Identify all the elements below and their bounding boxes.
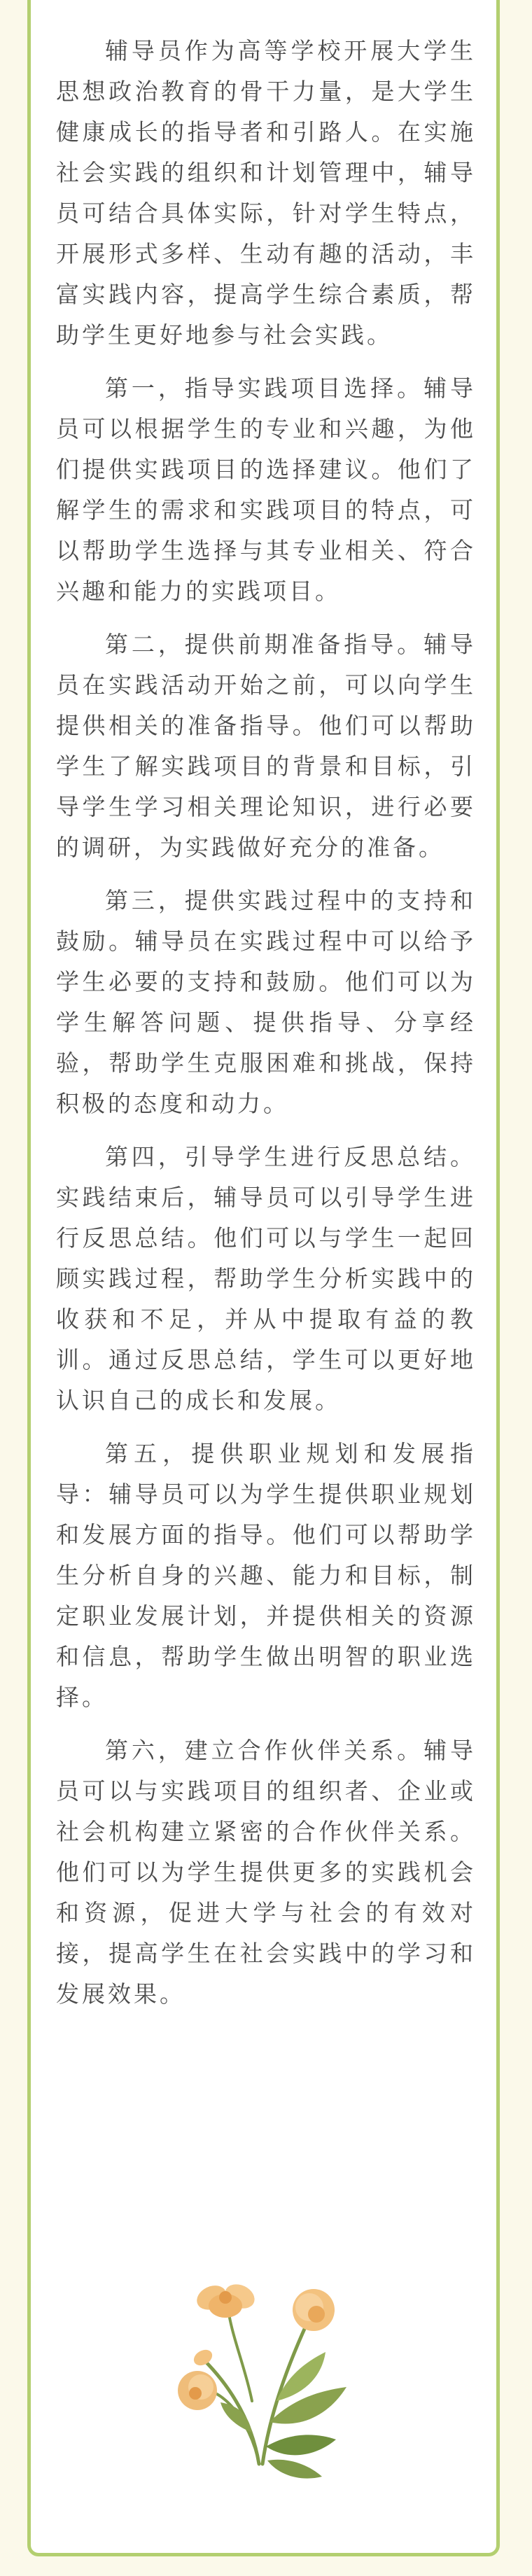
paragraph-second: 第二，提供前期准备指导。辅导员在实践活动开始之前，可以向学生提供相关的准备指导。他们可以帮助学生了解实践项目的背景和目标，引导学生学习相关理论知识，进行必要的调研，为实践做好充分的准备。	[56, 631, 476, 861]
article-body	[56, 31, 476, 2027]
paragraph-fourth: 第四，引导学生进行反思总结。实践结束后，辅导员可以引导学生进行反思总结。他们可以与学生一起回顾实践过程，帮助学生分析实践中的收获和不足，并从中提取有益的教训。通过反思总结，学生可以更好地认识自己的成长和发展。	[56, 1143, 476, 1414]
paragraph-fifth: 第五，提供职业规划和发展指导：辅导员可以为学生提供职业规划和发展方面的指导。他们可以帮助学生分析自身的兴趣、能力和目标，制定职业发展计划，并提供相关的资源和信息，帮助学生做出明智的职业选择。	[56, 1440, 476, 1711]
flower-bouquet-icon	[147, 2247, 385, 2485]
paragraph-sixth: 第六，建立合作伙伴关系。辅导员可以与实践项目的组织者、企业或社会机构建立紧密的合作伙伴关系。他们可以为学生提供更多的实践机会和资源，促进大学与社会的有效对接，提高学生在社会实践中的学习和发展效果。	[56, 1737, 476, 2008]
paragraph-first: 第一，指导实践项目选择。辅导员可以根据学生的专业和兴趣，为他们提供实践项目的选择建议。他们了解学生的需求和实践项目的特点，可以帮助学生选择与其专业相关、符合兴趣和能力的实践项目。	[56, 374, 476, 605]
paragraph-third: 第三，提供实践过程中的支持和鼓励。辅导员在实践过程中可以给予学生必要的支持和鼓励。他们可以为学生解答问题、提供指导、分享经验，帮助学生克服困难和挑战，保持积极的态度和动力。	[56, 887, 476, 1117]
paragraph-intro: 辅导员作为高等学校开展大学生思想政治教育的骨干力量，是大学生健康成长的指导者和引路人。在实施社会实践的组织和计划管理中，辅导员可结合具体实际，针对学生特点，开展形式多样、生动有趣的活动，丰富实践内容，提高学生综合素质，帮助学生更好地参与社会实践。	[56, 37, 476, 349]
